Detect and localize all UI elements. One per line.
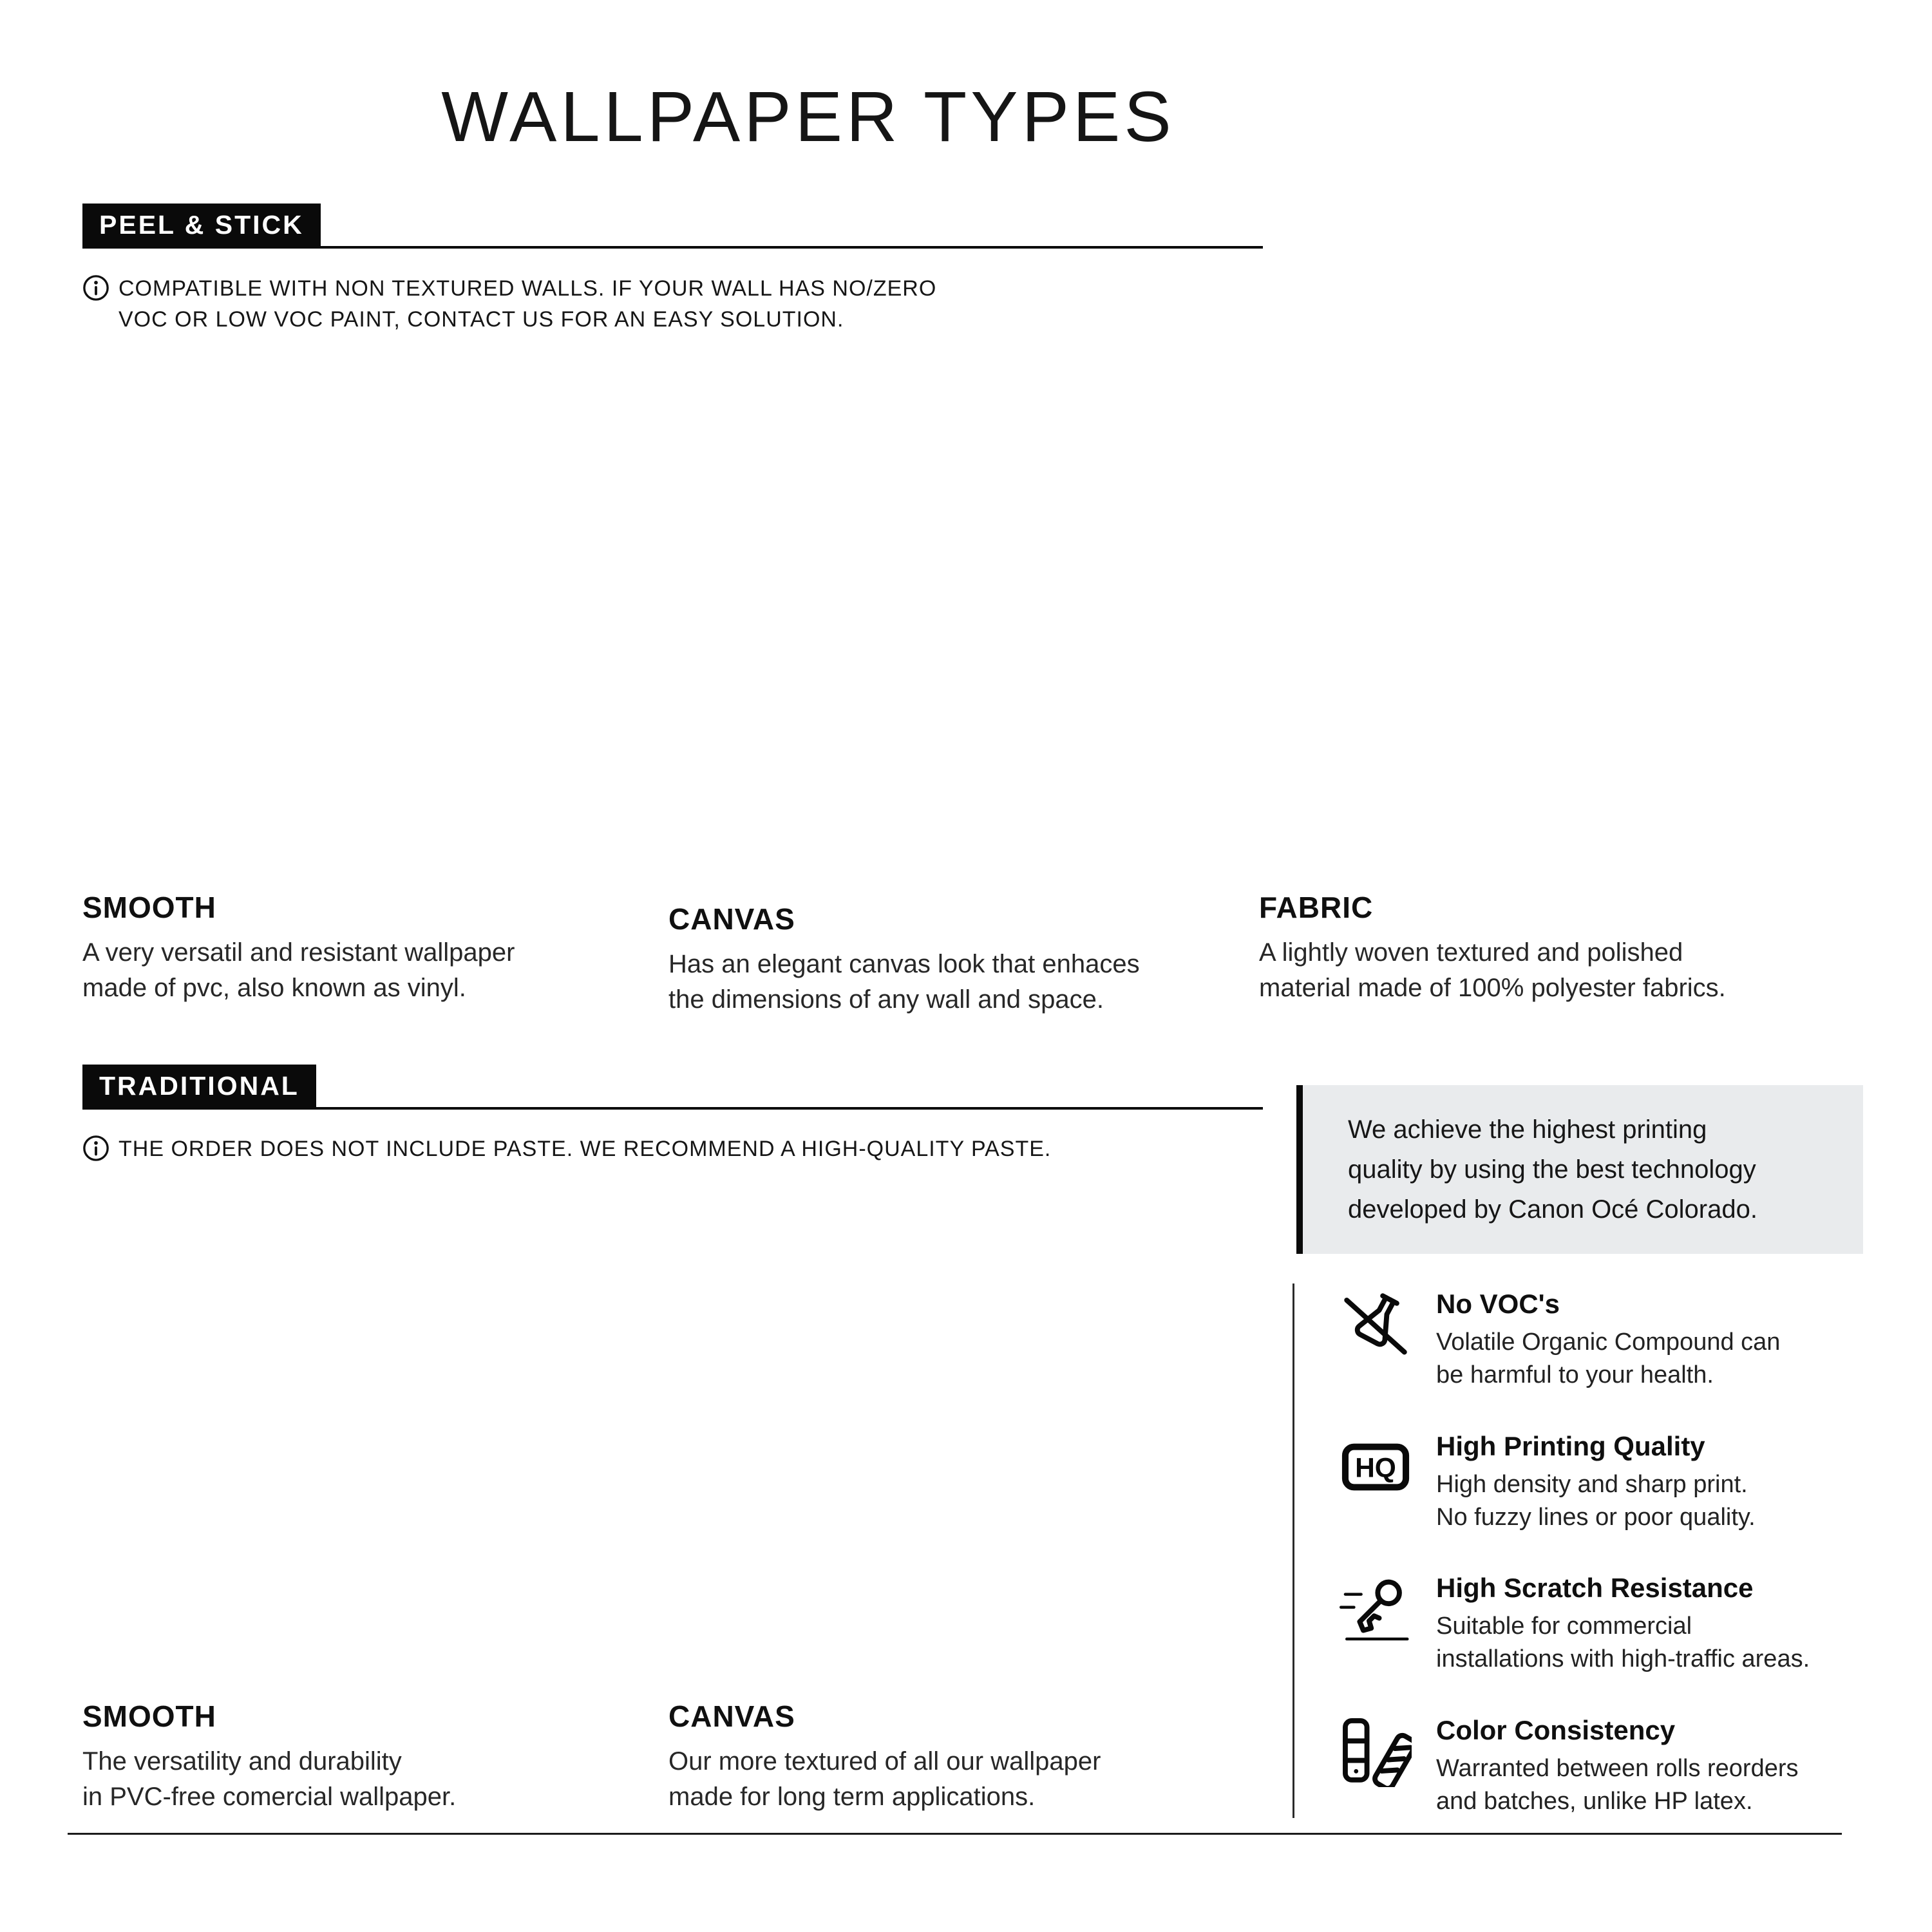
feature-description [1436, 1326, 1780, 1392]
swatch-name: SMOOTH [82, 891, 216, 924]
feature-title: Color Consistency [1436, 1714, 1676, 1745]
desc-line: installations with high-traffic areas. [1436, 1645, 1810, 1673]
desc-line: made of pvc, also known as vinyl. [82, 974, 466, 1003]
desc-line: the dimensions of any wall and space. [668, 985, 1104, 1014]
hq-badge-icon [1340, 1431, 1412, 1503]
feature-list [1293, 1283, 1872, 1818]
note-line: We achieve the highest printing [1348, 1115, 1707, 1144]
peel-stick-caption-row [82, 890, 1850, 1018]
desc-line: The versatility and durability [82, 1747, 402, 1776]
swatch-name: CANVAS [668, 902, 795, 936]
caption-canvas-traditional [668, 1699, 1247, 1815]
traditional-badge: TRADITIONAL [82, 1065, 316, 1107]
color-swatchbook-icon [1340, 1715, 1412, 1787]
feature-title: High Scratch Resistance [1436, 1573, 1754, 1604]
info-line: THE ORDER DOES NOT INCLUDE PASTE. WE RECOMMEND A HIGH-QUALITY PASTE. [118, 1137, 1052, 1161]
feature-title: High Printing Quality [1436, 1430, 1705, 1461]
feature-description [1436, 1468, 1756, 1535]
swatch-description [82, 935, 650, 1006]
feature-text [1436, 1715, 1799, 1819]
printing-quality-note [1296, 1085, 1863, 1254]
info-line: VOC OR LOW VOC PAINT, CONTACT US FOR AN EASY SOLUTION. [118, 307, 844, 332]
title-wrap [0, 76, 1616, 158]
feature-no-voc [1340, 1289, 1872, 1392]
desc-line: A lightly woven textured and polished [1259, 938, 1683, 967]
page-title: WALLPAPER TYPES [441, 77, 1175, 156]
swatch-description [82, 1744, 650, 1815]
feature-high-printing-quality [1340, 1431, 1872, 1535]
desc-line: Suitable for commercial [1436, 1613, 1692, 1640]
traditional-caption-row [82, 1699, 1247, 1815]
traditional-swatch-row [82, 1188, 100, 1678]
hq-icon-label: HQ [1355, 1452, 1396, 1484]
feature-text [1436, 1573, 1810, 1676]
caption-smooth-traditional [82, 1699, 650, 1815]
desc-line: A very versatil and resistant wallpaper [82, 938, 515, 967]
swatch-description [668, 1744, 1247, 1815]
footer-divider [68, 1833, 1842, 1835]
desc-line: in PVC-free comercial wallpaper. [82, 1783, 457, 1812]
info-circle-icon [82, 274, 109, 301]
feature-color-consistency [1340, 1715, 1872, 1819]
swatch-name: FABRIC [1259, 891, 1374, 924]
peel-stick-swatch-row [82, 357, 112, 863]
desc-line: No fuzzy lines or poor quality. [1436, 1503, 1756, 1531]
info-line: COMPATIBLE WITH NON TEXTURED WALLS. IF YOUR WALL HAS NO/ZERO [118, 276, 937, 301]
desc-line: Has an elegant canvas look that enhaces [668, 950, 1140, 978]
desc-line: Warranted between rolls reorders [1436, 1754, 1799, 1782]
feature-title: No VOC's [1436, 1289, 1560, 1319]
feature-text [1436, 1431, 1756, 1535]
feature-description [1436, 1610, 1810, 1676]
desc-line: material made of 100% polyester fabrics. [1259, 974, 1726, 1003]
section-header-traditional [82, 1065, 1263, 1110]
caption-smooth-peel [82, 890, 650, 1018]
note-line: developed by Canon Océ Colorado. [1348, 1195, 1757, 1224]
traditional-info-note [82, 1133, 1051, 1164]
swatch-description [1259, 935, 1850, 1006]
desc-line: and batches, unlike HP latex. [1436, 1788, 1753, 1815]
desc-line: be harmful to your health. [1436, 1361, 1714, 1389]
scratch-resistant-key-icon [1340, 1573, 1412, 1645]
swatch-name: SMOOTH [82, 1700, 216, 1733]
desc-line: High density and sharp print. [1436, 1470, 1748, 1498]
feature-text [1436, 1289, 1780, 1392]
caption-canvas-peel [668, 890, 1247, 1018]
section-header-peel-stick [82, 204, 1263, 249]
caption-fabric-peel [1259, 890, 1850, 1018]
desc-line: Volatile Organic Compound can [1436, 1329, 1781, 1356]
swatch-name: CANVAS [668, 1700, 795, 1733]
no-voc-crossed-flask-icon [1340, 1289, 1412, 1361]
printing-quality-note-text [1348, 1110, 1837, 1229]
desc-line: Our more textured of all our wallpaper [668, 1747, 1101, 1776]
peel-stick-info-note [82, 273, 936, 336]
peel-stick-badge: PEEL & STICK [82, 204, 321, 246]
desc-line: made for long term applications. [668, 1783, 1036, 1812]
feature-high-scratch-resistance [1340, 1573, 1872, 1676]
peel-stick-info-text [118, 273, 936, 336]
swatch-description [668, 947, 1247, 1018]
traditional-info-text [118, 1133, 1051, 1164]
feature-description [1436, 1752, 1799, 1819]
note-line: quality by using the best technology [1348, 1155, 1756, 1184]
info-circle-icon [82, 1135, 109, 1162]
